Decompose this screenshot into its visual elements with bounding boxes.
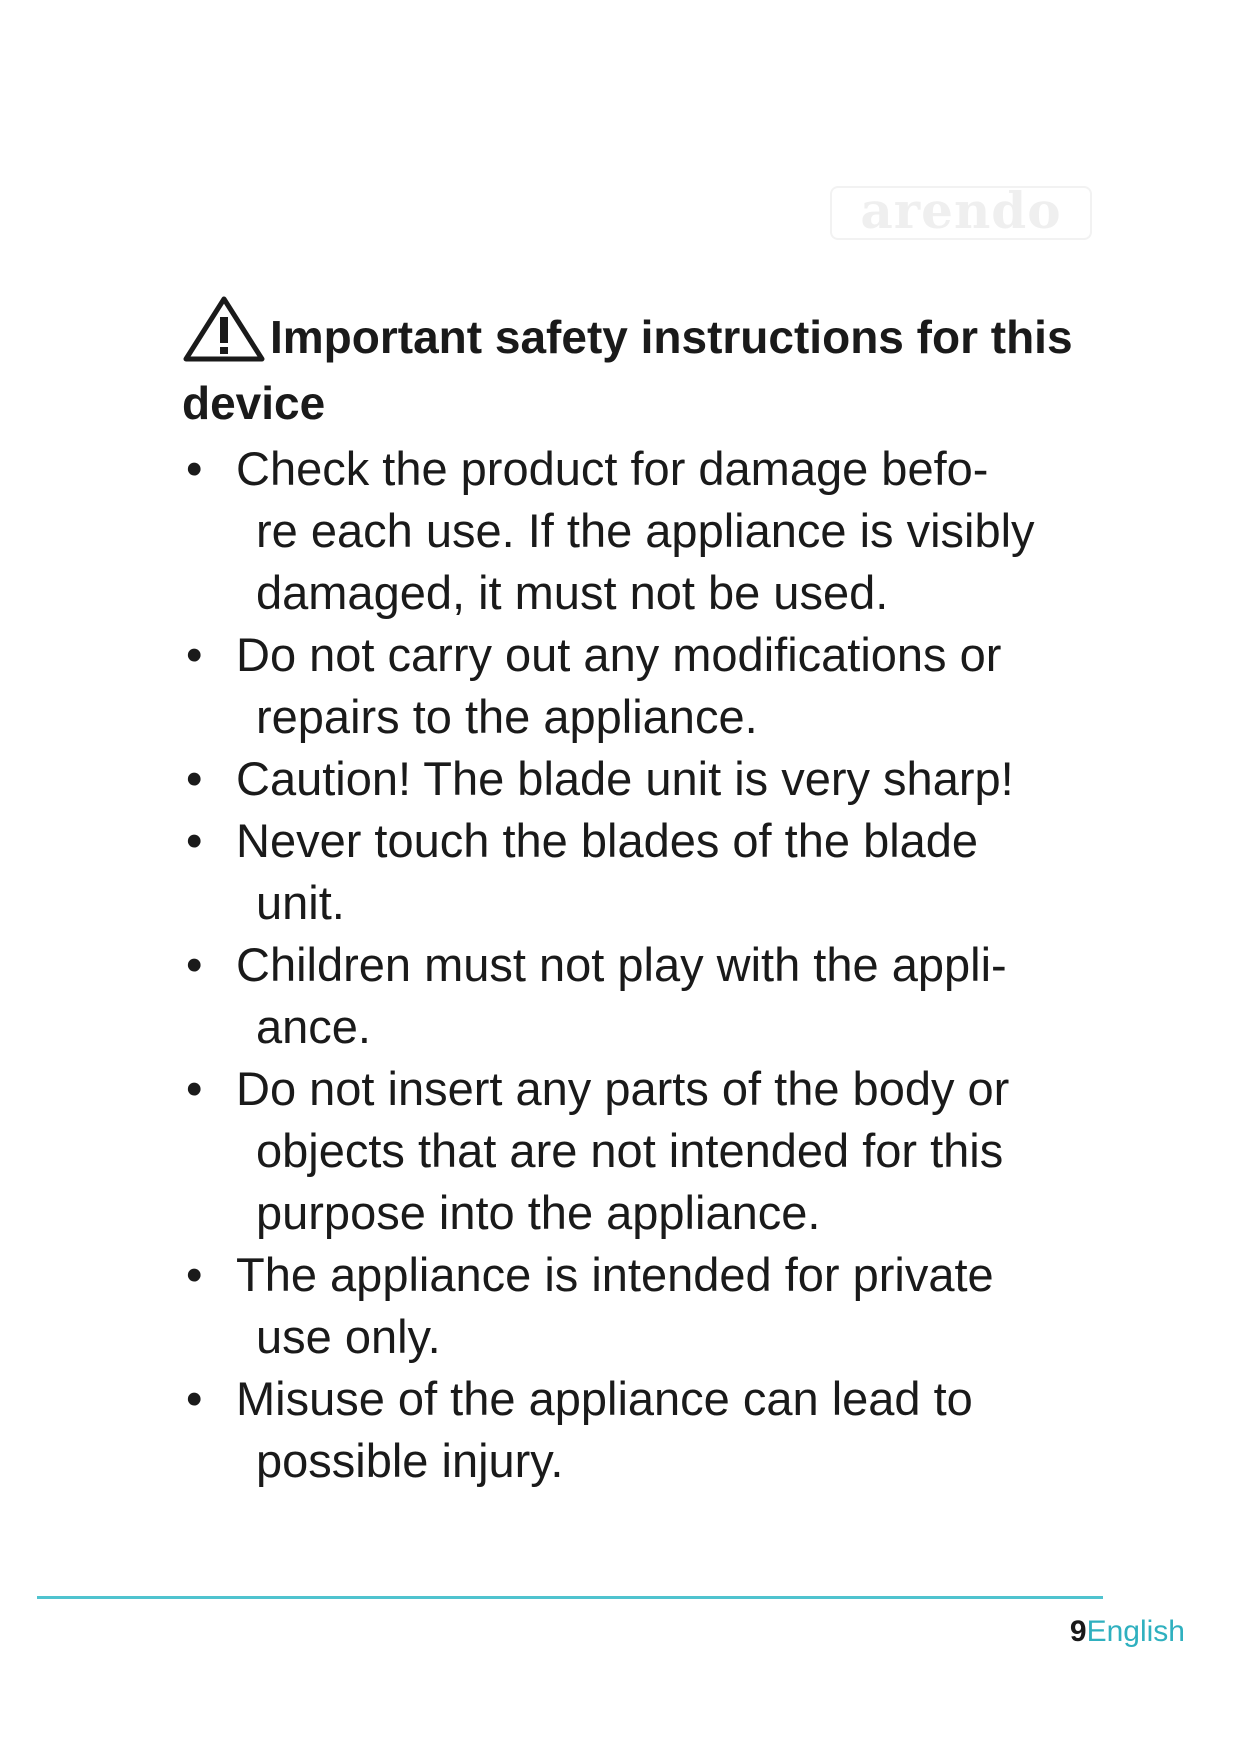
instruction-line: The appliance is intended for private — [236, 1248, 994, 1301]
footer-divider — [37, 1596, 1103, 1599]
instruction-line: objects that are not intended for this — [256, 1124, 1004, 1177]
instruction-line: re each use. If the appliance is visibly — [256, 504, 1035, 557]
instruction-line: unit. — [256, 876, 345, 929]
section-title: Important safety instructions for this device — [182, 311, 1073, 429]
brand-watermark: arendo — [830, 186, 1092, 240]
instruction-item — [182, 438, 1082, 624]
bullet-icon: • — [186, 1248, 203, 1301]
bullet-icon: • — [186, 752, 203, 805]
instruction-line: Misuse of the appliance can lead to — [236, 1372, 973, 1425]
instruction-item — [182, 934, 1082, 1058]
instruction-line: Children must not play with the appli- — [236, 938, 1007, 991]
instruction-line: Do not insert any parts of the body or — [236, 1062, 1010, 1115]
language-label: English — [1086, 1615, 1185, 1648]
instruction-line: Check the product for damage befo- — [236, 442, 989, 495]
instruction-line: ance. — [256, 1000, 371, 1053]
bullet-icon: • — [186, 1372, 203, 1425]
page-footer — [1070, 1614, 1185, 1650]
page-number: 9 — [1069, 1615, 1087, 1648]
instruction-line: repairs to the appliance. — [256, 690, 758, 743]
bullet-icon: • — [186, 938, 203, 991]
instruction-line: purpose into the appliance. — [256, 1186, 821, 1239]
instruction-line: Never touch the blades of the blade — [236, 814, 979, 867]
bullet-icon: • — [186, 1062, 203, 1115]
instruction-line: use only. — [256, 1310, 441, 1363]
instruction-line: Do not carry out any modifications or — [236, 628, 1002, 681]
instruction-item — [182, 1368, 1082, 1492]
instruction-item — [182, 810, 1082, 934]
bullet-icon: • — [186, 442, 203, 495]
bullet-icon: • — [186, 814, 203, 867]
safety-instructions-list — [182, 438, 1082, 1492]
instruction-line: damaged, it must not be used. — [256, 566, 889, 619]
warning-triangle-icon — [182, 295, 266, 363]
instruction-line: Caution! The blade unit is very sharp! — [236, 752, 1014, 805]
section-heading — [182, 295, 1082, 436]
instruction-item — [182, 1244, 1082, 1368]
instruction-item — [182, 624, 1082, 748]
instruction-item — [182, 1058, 1082, 1244]
instruction-item — [182, 748, 1082, 810]
bullet-icon: • — [186, 628, 203, 681]
instruction-line: possible injury. — [256, 1434, 564, 1487]
